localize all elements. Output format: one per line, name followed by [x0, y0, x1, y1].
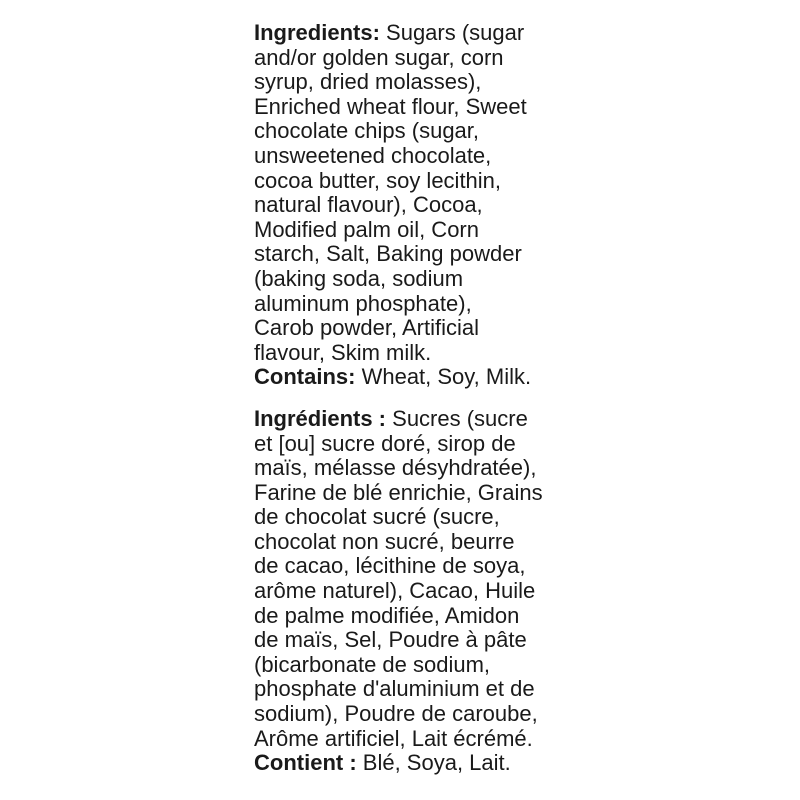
text-line: (bicarbonate de sodium,: [254, 651, 491, 677]
text-line: de cacao, lécithine de soya,: [254, 553, 526, 579]
text-line: and/or golden sugar, corn: [254, 44, 504, 70]
text-line: chocolat non sucré, beurre: [254, 528, 515, 554]
text-line: flavour, Skim milk.: [254, 339, 432, 365]
ingredients-fr-block: [254, 407, 543, 776]
text-line: phosphate d'aluminium et de: [254, 676, 535, 702]
text-line: et [ou] sucre doré, sirop de: [254, 430, 516, 456]
ingredients-en-contains-label: Contains:: [254, 364, 356, 390]
ingredients-fr-contains-label: Contient :: [254, 750, 357, 776]
text-line: Arôme artificiel, Lait écrémé.: [254, 725, 533, 751]
text-line: Farine de blé enrichie, Grains: [254, 479, 543, 505]
text-line: starch, Salt, Baking powder: [254, 241, 522, 267]
text-line: aluminum phosphate),: [254, 290, 472, 316]
ingredients-en-contains-line: [254, 365, 543, 390]
text-line: de maïs, Sel, Poudre à pâte: [254, 627, 527, 653]
ingredients-en-heading-rest: Sugars (sugar: [386, 20, 525, 45]
ingredients-en-heading: Ingredients:: [254, 20, 380, 45]
ingredients-en-block: [254, 21, 543, 390]
ingredients-fr-heading-rest: Sucres (sucre: [392, 405, 528, 431]
text-line: cocoa butter, soy lecithin,: [254, 167, 502, 193]
ingredients-en-contains-rest: Wheat, Soy, Milk.: [361, 364, 532, 390]
text-line: chocolate chips (sugar,: [254, 118, 480, 144]
text-line: (baking soda, sodium: [254, 265, 464, 291]
ingredients-fr-contains-rest: Blé, Soya, Lait.: [362, 750, 511, 776]
text-line: Enriched wheat flour, Sweet: [254, 93, 527, 119]
text-line: sodium), Poudre de caroube,: [254, 701, 538, 727]
ingredients-fr-heading-line: [254, 407, 543, 432]
text-line: unsweetened chocolate,: [254, 142, 492, 168]
ingredients-text-column: [254, 21, 543, 776]
text-line: natural flavour), Cocoa,: [254, 192, 483, 218]
ingredients-en-heading-line: [254, 21, 543, 46]
text-line: de chocolat sucré (sucre,: [254, 504, 500, 530]
text-line: syrup, dried molasses),: [254, 69, 482, 95]
text-line: arôme naturel), Cacao, Huile: [254, 578, 536, 604]
ingredients-fr-contains-line: [254, 751, 543, 776]
ingredients-fr-heading: Ingrédients :: [254, 405, 387, 431]
text-line: Modified palm oil, Corn: [254, 216, 479, 242]
text-line: maïs, mélasse désyhdratée),: [254, 455, 537, 481]
text-line: Carob powder, Artificial: [254, 315, 479, 341]
text-line: de palme modifiée, Amidon: [254, 602, 520, 628]
